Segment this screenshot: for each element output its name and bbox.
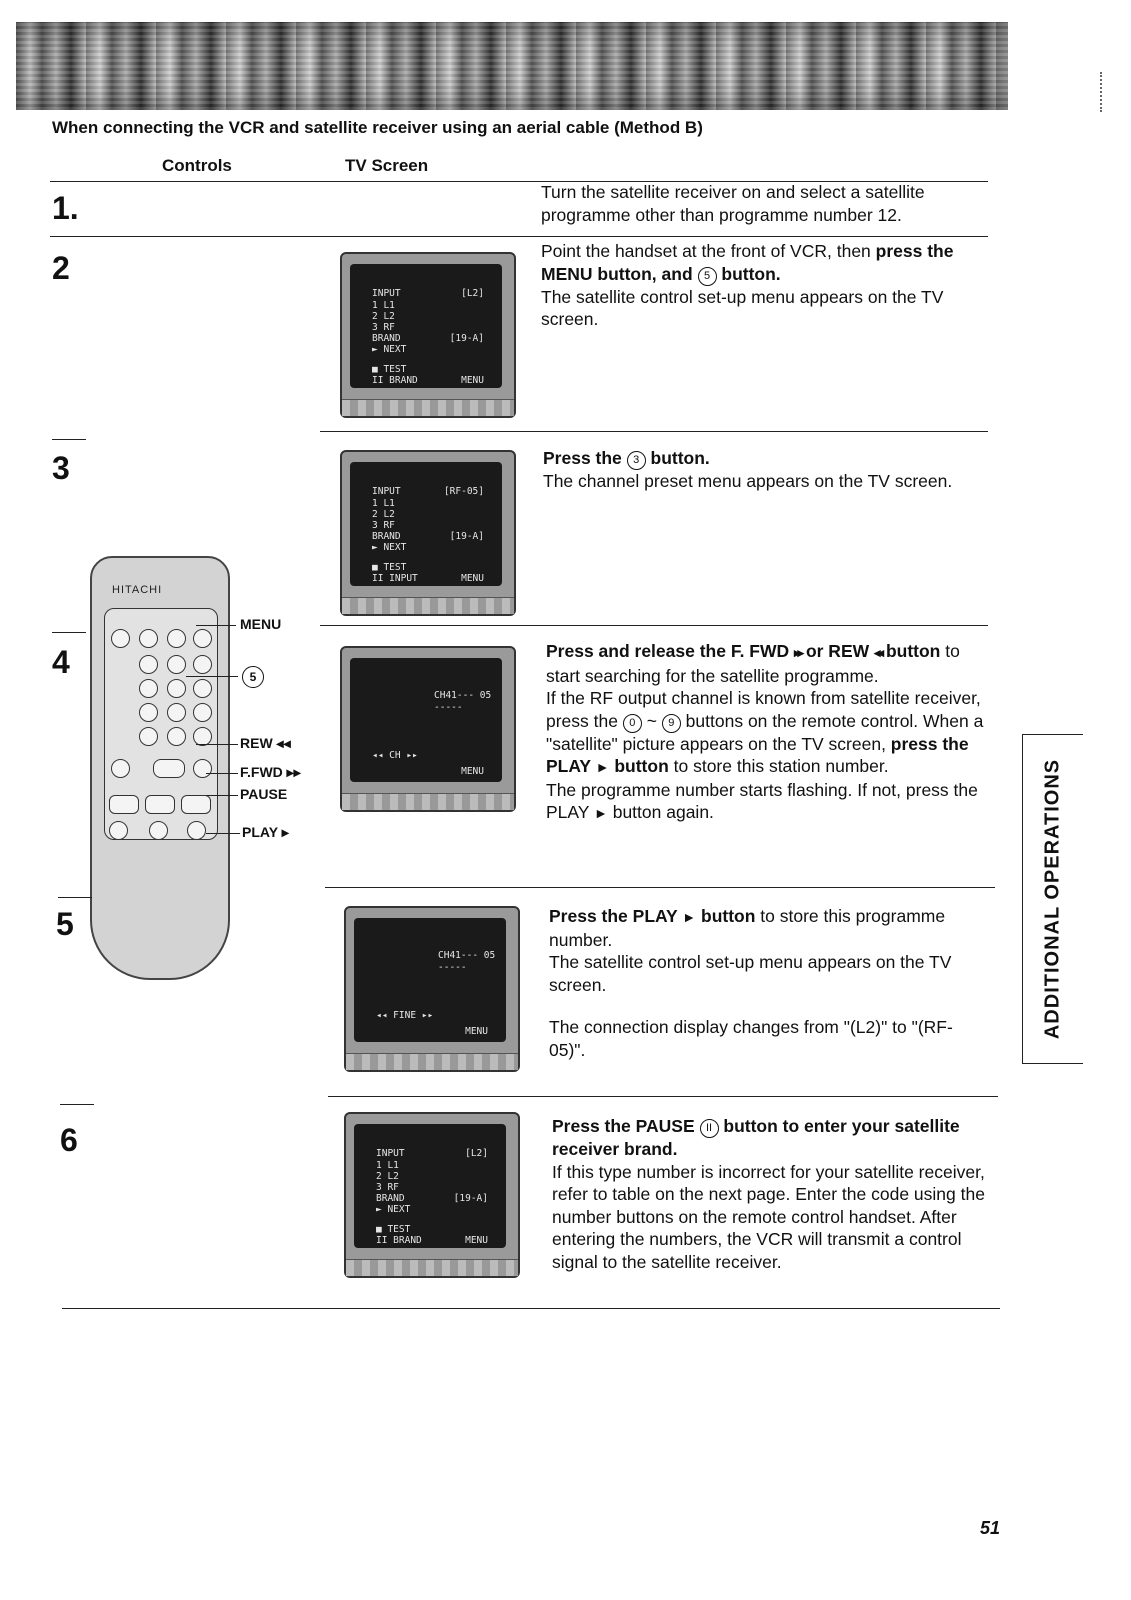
tv-screen-step-2: INPUT [L2] 1 L1 2 L2 3 RF BRAND [19-A] ► NEXT ■ TEST II BRAND MENU: [340, 252, 516, 418]
rule-step-1: [50, 236, 988, 237]
leader-pause: [206, 795, 238, 796]
tv-screen-step-4: CH41--- 05 ----- ◂◂ CH ▸▸ MENU: [340, 646, 516, 812]
tv-screen-step-3: INPUT [RF-05] 1 L1 2 L2 3 RF BRAND [19-A] ► NEXT ■ TEST II INPUT MENU: [340, 450, 516, 616]
step-1-text: Turn the satellite receiver on and select a satellite programme other than programme number 12.: [541, 182, 925, 225]
rule-step-4: [325, 887, 995, 888]
step-number-5: 5: [56, 906, 74, 942]
callout-five: 5: [242, 666, 264, 688]
page-number: 51: [980, 1518, 1001, 1538]
remote-control-illustration: HITACHI: [90, 556, 230, 980]
leader-play: [206, 833, 240, 834]
callout-rew: REW ◂◂: [240, 735, 291, 751]
step-5-text: Press the PLAY ► button to store this programme number. The satellite control set-up menu appears on the TV screen. The connection display changes from "(L2)" to "(RF-05)".: [549, 906, 953, 1060]
step-6-text: Press the PAUSE II button to enter your satellite receiver brand. If this type number is incorrect for your satellite receiver, refer to table on the next page. Enter the code using the number buttons on the remote control handset. After entering the numbers, the VCR will transmit a control signal to the satellite receiver.: [552, 1116, 985, 1272]
header-banner-image: [16, 22, 1008, 110]
step-4-text: Press and release the F. FWD ▸▸ or REW ◂◂ button to start searching for the satellite programme. If the RF output channel is known from satellite receiver, press the 0 ~ 9 buttons on the remote control. When a "satellite" picture appears on the TV screen, press the PLAY ► button to store this station number. The programme number starts flashing. If not, press the PLAY ► button again.: [546, 641, 984, 822]
tv-screen-step-5: CH41--- 05 ----- ◂◂ FINE ▸▸ MENU: [344, 906, 520, 1072]
step-2-text: Point the handset at the front of VCR, then press the MENU button, and 5 button. The satellite control set-up menu appears on the TV screen.: [541, 241, 954, 329]
callout-play: PLAY ▸: [242, 824, 289, 840]
tv-screen-step-6: INPUT [L2] 1 L1 2 L2 3 RF BRAND [19-A] ► NEXT ■ TEST II BRAND MENU: [344, 1112, 520, 1278]
rule-step-4-left: [52, 632, 86, 633]
leader-ffwd: [206, 773, 238, 774]
column-header-tv-screen: TV Screen: [345, 156, 429, 175]
rule-step-3: [320, 625, 988, 626]
rule-step-5-left: [58, 897, 92, 898]
rule-step-5: [328, 1096, 998, 1097]
callout-ffwd: F.FWD ▸▸: [240, 764, 301, 780]
leader-menu: [196, 625, 236, 626]
rule-step-2: [320, 431, 988, 432]
section-heading: When connecting the VCR and satellite receiver using an aerial cable (Method B): [52, 118, 703, 137]
callout-pause: PAUSE: [240, 786, 288, 802]
step-number-1: 1.: [52, 190, 79, 226]
rule-bottom: [62, 1308, 1000, 1309]
step-number-6: 6: [60, 1122, 78, 1158]
leader-five: [186, 676, 238, 677]
step-number-2: 2: [52, 250, 70, 286]
callout-menu: MENU: [240, 616, 282, 632]
edge-marks: [1100, 72, 1114, 112]
step-3-text: Press the 3 button. The channel preset menu appears on the TV screen.: [543, 448, 953, 491]
rule-step-6-left: [60, 1104, 94, 1105]
side-tab: ADDITIONAL OPERATIONS: [1022, 734, 1083, 1064]
rule-step-3-left: [52, 439, 86, 440]
step-number-4: 4: [52, 644, 70, 680]
column-header-controls: Controls: [162, 156, 232, 175]
leader-rew: [196, 744, 238, 745]
step-number-3: 3: [52, 450, 70, 486]
